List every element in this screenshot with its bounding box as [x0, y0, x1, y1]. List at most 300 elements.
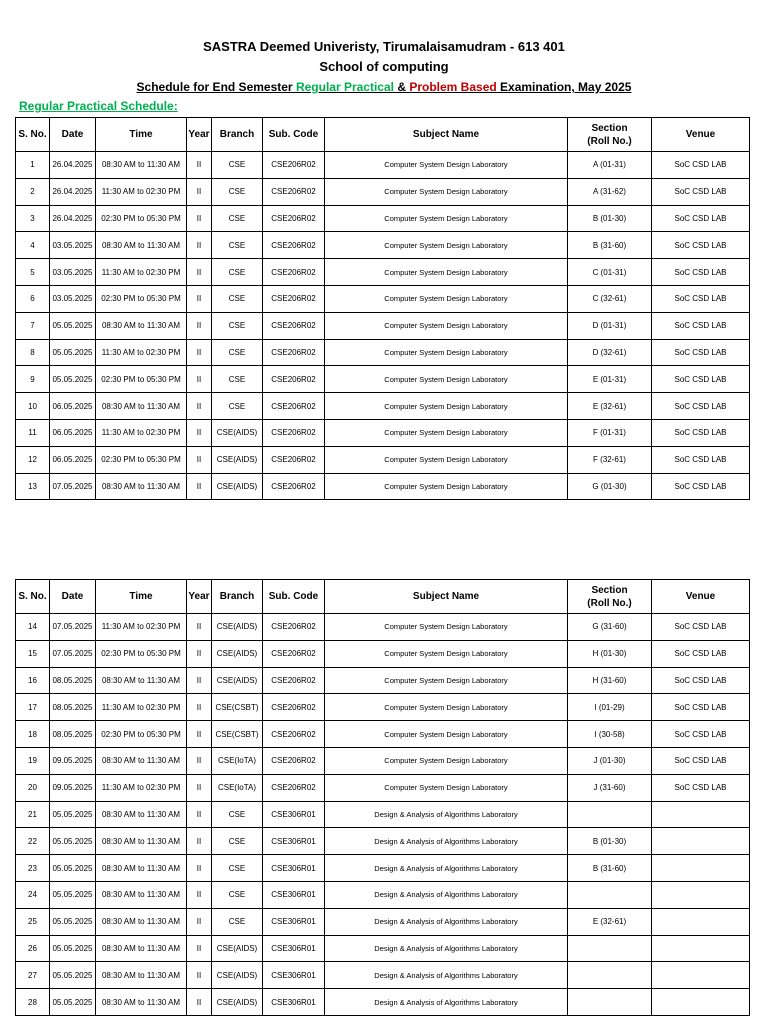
- cell-branch: CSE(AIDS): [212, 935, 263, 962]
- table-row: [16, 855, 750, 882]
- cell-subject: Design & Analysis of Algorithms Laboratory: [325, 989, 568, 1016]
- col-code: Sub. Code: [263, 580, 325, 614]
- cell-year: II: [187, 747, 212, 774]
- cell-year: II: [187, 419, 212, 446]
- cell-venue: [652, 935, 750, 962]
- cell-section: B (31-60): [568, 232, 652, 259]
- cell-section: J (01-30): [568, 747, 652, 774]
- cell-year: II: [187, 694, 212, 721]
- table-row: [16, 694, 750, 721]
- col-year: Year: [187, 118, 212, 152]
- cell-section: E (32-61): [568, 393, 652, 420]
- table-row: [16, 178, 750, 205]
- cell-time: 08:30 AM to 11:30 AM: [96, 232, 187, 259]
- cell-section: I (01-29): [568, 694, 652, 721]
- cell-branch: CSE(AIDS): [212, 640, 263, 667]
- cell-venue: [652, 989, 750, 1016]
- cell-section: B (31-60): [568, 855, 652, 882]
- cell-branch: CSE: [212, 855, 263, 882]
- cell-venue: SoC CSD LAB: [652, 393, 750, 420]
- cell-code: CSE206R02: [263, 312, 325, 339]
- col-section: [568, 118, 652, 152]
- cell-time: 11:30 AM to 02:30 PM: [96, 774, 187, 801]
- cell-date: 07.05.2025: [50, 614, 96, 641]
- cell-date: 06.05.2025: [50, 446, 96, 473]
- cell-branch: CSE: [212, 232, 263, 259]
- cell-section: B (01-30): [568, 828, 652, 855]
- cell-date: 26.04.2025: [50, 205, 96, 232]
- cell-code: CSE306R01: [263, 989, 325, 1016]
- col-time: Time: [96, 118, 187, 152]
- cell-code: CSE206R02: [263, 774, 325, 801]
- cell-time: 11:30 AM to 02:30 PM: [96, 178, 187, 205]
- table-row: [16, 473, 750, 500]
- cell-sno: 20: [16, 774, 50, 801]
- col-section-line2: (Roll No.): [587, 135, 632, 147]
- col-subject: Subject Name: [325, 580, 568, 614]
- cell-time: 08:30 AM to 11:30 AM: [96, 935, 187, 962]
- cell-sno: 9: [16, 366, 50, 393]
- cell-date: 03.05.2025: [50, 259, 96, 286]
- cell-subject: Design & Analysis of Algorithms Laboratory: [325, 935, 568, 962]
- section-label: Regular Practical Schedule:: [19, 99, 178, 113]
- cell-date: 05.05.2025: [50, 312, 96, 339]
- cell-date: 05.05.2025: [50, 908, 96, 935]
- cell-code: CSE306R01: [263, 828, 325, 855]
- cell-sno: 18: [16, 721, 50, 748]
- cell-venue: [652, 962, 750, 989]
- cell-sno: 27: [16, 962, 50, 989]
- cell-venue: SoC CSD LAB: [652, 446, 750, 473]
- document-header: [0, 37, 768, 95]
- cell-date: 06.05.2025: [50, 419, 96, 446]
- cell-sno: 23: [16, 855, 50, 882]
- cell-subject: Computer System Design Laboratory: [325, 419, 568, 446]
- cell-section: E (32-61): [568, 908, 652, 935]
- table-row: [16, 935, 750, 962]
- table-row: [16, 828, 750, 855]
- cell-subject: Computer System Design Laboratory: [325, 205, 568, 232]
- cell-date: 05.05.2025: [50, 855, 96, 882]
- cell-year: II: [187, 312, 212, 339]
- cell-date: 07.05.2025: [50, 640, 96, 667]
- cell-subject: Computer System Design Laboratory: [325, 667, 568, 694]
- cell-sno: 13: [16, 473, 50, 500]
- cell-subject: Design & Analysis of Algorithms Laboratory: [325, 855, 568, 882]
- cell-venue: SoC CSD LAB: [652, 721, 750, 748]
- cell-section: G (31-60): [568, 614, 652, 641]
- cell-sno: 1: [16, 152, 50, 179]
- cell-date: 06.05.2025: [50, 393, 96, 420]
- cell-subject: Computer System Design Laboratory: [325, 339, 568, 366]
- cell-date: 09.05.2025: [50, 774, 96, 801]
- cell-sno: 28: [16, 989, 50, 1016]
- cell-subject: Computer System Design Laboratory: [325, 152, 568, 179]
- cell-year: II: [187, 446, 212, 473]
- cell-code: CSE206R02: [263, 747, 325, 774]
- cell-time: 08:30 AM to 11:30 AM: [96, 667, 187, 694]
- cell-code: CSE206R02: [263, 285, 325, 312]
- schedule-title-suffix: Examination, May 2025: [496, 80, 632, 94]
- cell-sno: 21: [16, 801, 50, 828]
- cell-branch: CSE(AIDS): [212, 962, 263, 989]
- cell-code: CSE306R01: [263, 935, 325, 962]
- cell-date: 05.05.2025: [50, 962, 96, 989]
- col-section-line1: Section: [591, 584, 628, 596]
- cell-branch: CSE: [212, 312, 263, 339]
- cell-code: CSE206R02: [263, 473, 325, 500]
- cell-year: II: [187, 935, 212, 962]
- cell-code: CSE206R02: [263, 640, 325, 667]
- cell-venue: SoC CSD LAB: [652, 694, 750, 721]
- cell-branch: CSE(AIDS): [212, 446, 263, 473]
- cell-year: II: [187, 667, 212, 694]
- cell-section: [568, 989, 652, 1016]
- cell-branch: CSE: [212, 881, 263, 908]
- cell-venue: SoC CSD LAB: [652, 774, 750, 801]
- cell-year: II: [187, 178, 212, 205]
- cell-sno: 8: [16, 339, 50, 366]
- cell-subject: Computer System Design Laboratory: [325, 774, 568, 801]
- cell-time: 11:30 AM to 02:30 PM: [96, 259, 187, 286]
- cell-venue: SoC CSD LAB: [652, 667, 750, 694]
- cell-branch: CSE: [212, 285, 263, 312]
- cell-branch: CSE: [212, 801, 263, 828]
- cell-year: II: [187, 908, 212, 935]
- col-date: Date: [50, 580, 96, 614]
- cell-code: CSE206R02: [263, 178, 325, 205]
- table-row: [16, 393, 750, 420]
- table-row: [16, 366, 750, 393]
- cell-section: I (30-58): [568, 721, 652, 748]
- cell-time: 08:30 AM to 11:30 AM: [96, 962, 187, 989]
- col-sno: S. No.: [16, 118, 50, 152]
- cell-date: 03.05.2025: [50, 232, 96, 259]
- cell-section: F (32-61): [568, 446, 652, 473]
- cell-subject: Design & Analysis of Algorithms Laboratory: [325, 908, 568, 935]
- cell-subject: Design & Analysis of Algorithms Laboratory: [325, 828, 568, 855]
- col-date: Date: [50, 118, 96, 152]
- cell-sno: 16: [16, 667, 50, 694]
- table-row: [16, 232, 750, 259]
- cell-year: II: [187, 614, 212, 641]
- cell-code: CSE306R01: [263, 881, 325, 908]
- cell-section: H (31-60): [568, 667, 652, 694]
- col-time: Time: [96, 580, 187, 614]
- cell-date: 05.05.2025: [50, 366, 96, 393]
- cell-subject: Computer System Design Laboratory: [325, 640, 568, 667]
- cell-subject: Computer System Design Laboratory: [325, 614, 568, 641]
- cell-subject: Computer System Design Laboratory: [325, 694, 568, 721]
- cell-time: 02:30 PM to 05:30 PM: [96, 205, 187, 232]
- cell-venue: [652, 855, 750, 882]
- cell-section: J (31-60): [568, 774, 652, 801]
- cell-year: II: [187, 232, 212, 259]
- cell-sno: 25: [16, 908, 50, 935]
- cell-section: [568, 935, 652, 962]
- cell-branch: CSE(AIDS): [212, 667, 263, 694]
- cell-venue: SoC CSD LAB: [652, 366, 750, 393]
- cell-code: CSE206R02: [263, 667, 325, 694]
- schedule-table-2: [15, 579, 750, 1016]
- cell-code: CSE206R02: [263, 366, 325, 393]
- cell-section: [568, 962, 652, 989]
- cell-date: 05.05.2025: [50, 828, 96, 855]
- cell-branch: CSE(CSBT): [212, 721, 263, 748]
- cell-subject: Design & Analysis of Algorithms Laboratory: [325, 881, 568, 908]
- cell-sno: 5: [16, 259, 50, 286]
- cell-venue: SoC CSD LAB: [652, 312, 750, 339]
- cell-date: 05.05.2025: [50, 339, 96, 366]
- cell-code: CSE206R02: [263, 205, 325, 232]
- cell-date: 03.05.2025: [50, 285, 96, 312]
- cell-venue: SoC CSD LAB: [652, 178, 750, 205]
- cell-date: 09.05.2025: [50, 747, 96, 774]
- schedule-table-1: [15, 117, 750, 500]
- cell-section: C (01-31): [568, 259, 652, 286]
- col-year: Year: [187, 580, 212, 614]
- cell-time: 02:30 PM to 05:30 PM: [96, 721, 187, 748]
- cell-venue: SoC CSD LAB: [652, 419, 750, 446]
- cell-sno: 14: [16, 614, 50, 641]
- cell-year: II: [187, 366, 212, 393]
- cell-date: 26.04.2025: [50, 178, 96, 205]
- cell-code: CSE206R02: [263, 339, 325, 366]
- cell-year: II: [187, 801, 212, 828]
- cell-code: CSE306R01: [263, 962, 325, 989]
- cell-subject: Computer System Design Laboratory: [325, 178, 568, 205]
- cell-branch: CSE: [212, 178, 263, 205]
- table-row: [16, 801, 750, 828]
- cell-time: 02:30 PM to 05:30 PM: [96, 640, 187, 667]
- cell-time: 08:30 AM to 11:30 AM: [96, 801, 187, 828]
- schedule-title-prefix: Schedule for End Semester: [136, 80, 296, 94]
- col-code: Sub. Code: [263, 118, 325, 152]
- cell-sno: 2: [16, 178, 50, 205]
- cell-code: CSE206R02: [263, 259, 325, 286]
- cell-year: II: [187, 989, 212, 1016]
- table-row: [16, 205, 750, 232]
- cell-venue: SoC CSD LAB: [652, 473, 750, 500]
- cell-year: II: [187, 962, 212, 989]
- cell-section: D (01-31): [568, 312, 652, 339]
- cell-date: 05.05.2025: [50, 881, 96, 908]
- table-row: [16, 774, 750, 801]
- cell-sno: 17: [16, 694, 50, 721]
- cell-time: 02:30 PM to 05:30 PM: [96, 366, 187, 393]
- cell-branch: CSE: [212, 205, 263, 232]
- cell-branch: CSE: [212, 828, 263, 855]
- cell-sno: 6: [16, 285, 50, 312]
- cell-date: 08.05.2025: [50, 721, 96, 748]
- cell-time: 08:30 AM to 11:30 AM: [96, 855, 187, 882]
- cell-section: B (01-30): [568, 205, 652, 232]
- cell-code: CSE206R02: [263, 232, 325, 259]
- table-header-row: [16, 118, 750, 152]
- cell-date: 08.05.2025: [50, 667, 96, 694]
- cell-section: E (01-31): [568, 366, 652, 393]
- table-row: [16, 285, 750, 312]
- cell-venue: SoC CSD LAB: [652, 339, 750, 366]
- schedule-title: [0, 79, 768, 95]
- table-row: [16, 419, 750, 446]
- cell-code: CSE206R02: [263, 393, 325, 420]
- table-row: [16, 640, 750, 667]
- cell-date: 05.05.2025: [50, 935, 96, 962]
- table-row: [16, 721, 750, 748]
- cell-venue: [652, 908, 750, 935]
- cell-subject: Design & Analysis of Algorithms Laboratory: [325, 962, 568, 989]
- cell-venue: SoC CSD LAB: [652, 205, 750, 232]
- cell-section: A (01-31): [568, 152, 652, 179]
- cell-year: II: [187, 473, 212, 500]
- cell-year: II: [187, 339, 212, 366]
- cell-sno: 11: [16, 419, 50, 446]
- cell-time: 08:30 AM to 11:30 AM: [96, 828, 187, 855]
- table-row: [16, 446, 750, 473]
- cell-section: H (01-30): [568, 640, 652, 667]
- cell-date: 26.04.2025: [50, 152, 96, 179]
- cell-time: 08:30 AM to 11:30 AM: [96, 989, 187, 1016]
- cell-code: CSE206R02: [263, 694, 325, 721]
- cell-subject: Computer System Design Laboratory: [325, 473, 568, 500]
- cell-year: II: [187, 205, 212, 232]
- university-title: SASTRA Deemed Univeristy, Tirumalaisamudram - 613 401: [203, 39, 565, 54]
- cell-time: 08:30 AM to 11:30 AM: [96, 473, 187, 500]
- cell-section: A (31-62): [568, 178, 652, 205]
- cell-venue: SoC CSD LAB: [652, 614, 750, 641]
- cell-sno: 3: [16, 205, 50, 232]
- cell-sno: 4: [16, 232, 50, 259]
- cell-date: 08.05.2025: [50, 694, 96, 721]
- cell-code: CSE206R02: [263, 152, 325, 179]
- cell-date: 05.05.2025: [50, 801, 96, 828]
- cell-branch: CSE(AIDS): [212, 614, 263, 641]
- cell-date: 05.05.2025: [50, 989, 96, 1016]
- table-header-row: [16, 580, 750, 614]
- col-branch: Branch: [212, 580, 263, 614]
- cell-subject: Computer System Design Laboratory: [325, 232, 568, 259]
- cell-time: 11:30 AM to 02:30 PM: [96, 614, 187, 641]
- schedule-title-problem: Problem Based: [409, 80, 497, 94]
- col-venue: Venue: [652, 118, 750, 152]
- cell-sno: 22: [16, 828, 50, 855]
- cell-time: 08:30 AM to 11:30 AM: [96, 152, 187, 179]
- cell-year: II: [187, 721, 212, 748]
- cell-year: II: [187, 285, 212, 312]
- cell-sno: 15: [16, 640, 50, 667]
- cell-year: II: [187, 828, 212, 855]
- col-branch: Branch: [212, 118, 263, 152]
- col-venue: Venue: [652, 580, 750, 614]
- cell-section: F (01-31): [568, 419, 652, 446]
- cell-subject: Computer System Design Laboratory: [325, 366, 568, 393]
- cell-subject: Computer System Design Laboratory: [325, 747, 568, 774]
- cell-branch: CSE(AIDS): [212, 473, 263, 500]
- table-row: [16, 614, 750, 641]
- cell-venue: [652, 828, 750, 855]
- cell-year: II: [187, 774, 212, 801]
- cell-subject: Computer System Design Laboratory: [325, 312, 568, 339]
- cell-branch: CSE: [212, 366, 263, 393]
- table-row: [16, 962, 750, 989]
- cell-subject: Computer System Design Laboratory: [325, 393, 568, 420]
- cell-time: 11:30 AM to 02:30 PM: [96, 339, 187, 366]
- cell-branch: CSE(CSBT): [212, 694, 263, 721]
- cell-branch: CSE(IoTA): [212, 747, 263, 774]
- cell-code: CSE206R02: [263, 614, 325, 641]
- col-subject: Subject Name: [325, 118, 568, 152]
- cell-subject: Computer System Design Laboratory: [325, 721, 568, 748]
- cell-venue: [652, 881, 750, 908]
- cell-code: CSE206R02: [263, 721, 325, 748]
- cell-branch: CSE: [212, 152, 263, 179]
- cell-time: 08:30 AM to 11:30 AM: [96, 881, 187, 908]
- cell-section: [568, 881, 652, 908]
- cell-sno: 24: [16, 881, 50, 908]
- cell-section: C (32-61): [568, 285, 652, 312]
- cell-year: II: [187, 152, 212, 179]
- cell-branch: CSE(IoTA): [212, 774, 263, 801]
- cell-code: CSE306R01: [263, 801, 325, 828]
- cell-time: 02:30 PM to 05:30 PM: [96, 446, 187, 473]
- cell-venue: [652, 801, 750, 828]
- table-row: [16, 881, 750, 908]
- col-section: [568, 580, 652, 614]
- cell-branch: CSE: [212, 339, 263, 366]
- cell-time: 08:30 AM to 11:30 AM: [96, 747, 187, 774]
- cell-sno: 7: [16, 312, 50, 339]
- cell-year: II: [187, 881, 212, 908]
- cell-year: II: [187, 640, 212, 667]
- cell-sno: 26: [16, 935, 50, 962]
- cell-time: 08:30 AM to 11:30 AM: [96, 908, 187, 935]
- schedule-title-regular: Regular Practical: [295, 80, 394, 94]
- cell-venue: SoC CSD LAB: [652, 640, 750, 667]
- col-section-line1: Section: [591, 122, 628, 134]
- table-row: [16, 667, 750, 694]
- cell-branch: CSE: [212, 908, 263, 935]
- cell-sno: 12: [16, 446, 50, 473]
- cell-section: [568, 801, 652, 828]
- cell-year: II: [187, 855, 212, 882]
- cell-code: CSE206R02: [263, 446, 325, 473]
- table-row: [16, 312, 750, 339]
- table-row: [16, 339, 750, 366]
- cell-time: 08:30 AM to 11:30 AM: [96, 393, 187, 420]
- cell-code: CSE306R01: [263, 908, 325, 935]
- cell-venue: SoC CSD LAB: [652, 285, 750, 312]
- cell-branch: CSE: [212, 393, 263, 420]
- cell-sno: 19: [16, 747, 50, 774]
- cell-code: CSE306R01: [263, 855, 325, 882]
- cell-sno: 10: [16, 393, 50, 420]
- cell-subject: Computer System Design Laboratory: [325, 259, 568, 286]
- cell-venue: SoC CSD LAB: [652, 259, 750, 286]
- cell-subject: Computer System Design Laboratory: [325, 446, 568, 473]
- cell-branch: CSE(AIDS): [212, 419, 263, 446]
- cell-section: G (01-30): [568, 473, 652, 500]
- cell-time: 11:30 AM to 02:30 PM: [96, 694, 187, 721]
- cell-time: 08:30 AM to 11:30 AM: [96, 312, 187, 339]
- table-row: [16, 747, 750, 774]
- col-section-line2: (Roll No.): [587, 597, 632, 609]
- cell-time: 11:30 AM to 02:30 PM: [96, 419, 187, 446]
- cell-subject: Design & Analysis of Algorithms Laboratory: [325, 801, 568, 828]
- schedule-title-amp: &: [393, 80, 410, 94]
- table-row: [16, 152, 750, 179]
- col-sno: S. No.: [16, 580, 50, 614]
